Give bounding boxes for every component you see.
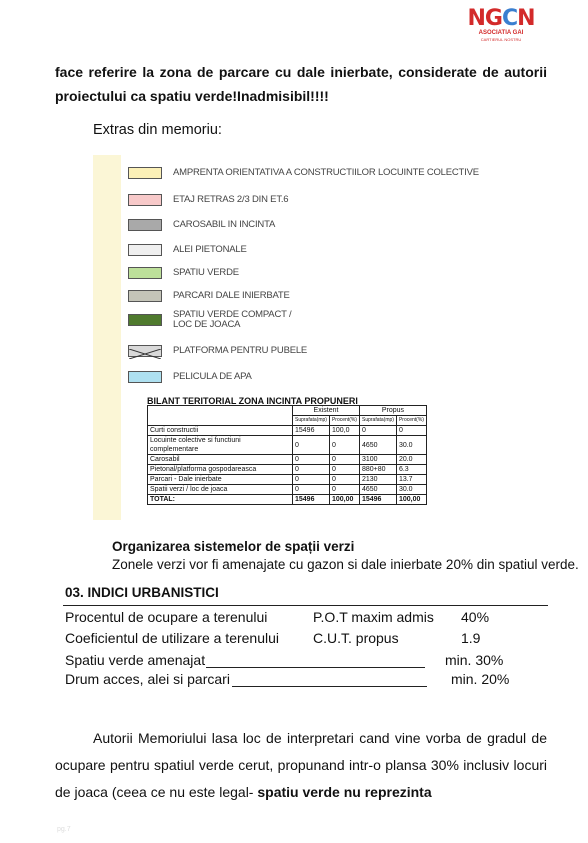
legend-item — [128, 218, 275, 232]
legend-label: SPATIU VERDE — [173, 267, 239, 278]
logo — [466, 8, 536, 42]
header-propus: Propus — [359, 406, 426, 416]
indici-rule — [63, 605, 548, 606]
total-value: 100,00 — [329, 495, 359, 505]
cell-value: 30.0 — [396, 485, 426, 495]
legend-item — [128, 344, 307, 358]
total-value: 100,00 — [396, 495, 426, 505]
cell-value: 0 — [329, 455, 359, 465]
table-row — [148, 455, 427, 465]
cell-value: 100,0 — [329, 426, 359, 436]
legend-label: PELICULA DE APA — [173, 371, 252, 382]
table-row — [148, 426, 427, 436]
bottom-text-bold: spatiu verde nu reprezinta — [257, 784, 432, 800]
legend-label: PLATFORMA PENTRU PUBELE — [173, 345, 308, 356]
cell-value: 0 — [293, 485, 330, 495]
bottom-paragraph — [55, 725, 547, 806]
fill-line — [206, 667, 425, 668]
organizare-text: Zonele verzi vor fi amenajate cu gazon si dale inierbate 20% din spatiul verde. — [112, 557, 579, 572]
bilant-title: BILANT TERITORIAL ZONA INCINTA PROPUNERI — [147, 396, 358, 406]
cell-value: 0 — [293, 465, 330, 475]
legend-label: ETAJ RETRAS 2/3 DIN ET.6 — [173, 194, 289, 205]
pot-value: 40% — [461, 609, 490, 625]
legend-swatch — [128, 219, 162, 231]
row-label: Locuinte colective si functiuni complementare — [148, 436, 293, 455]
logo-mark: NGCN — [467, 6, 535, 31]
row-label: Spatii verzi / loc de joaca — [148, 485, 293, 495]
legend-label: PARCARI DALE INIERBATE — [173, 290, 290, 301]
row-label: Carosabil — [148, 455, 293, 465]
spatiu-verde-label: Spatiu verde amenajat — [65, 652, 206, 668]
legend-swatch — [128, 371, 162, 383]
legend-item — [128, 309, 292, 330]
cell-value: 6.3 — [396, 465, 426, 475]
row-label: Pietonal/platforma gospodareasca — [148, 465, 293, 475]
legend-swatch — [128, 244, 162, 256]
drum-label: Drum acces, alei si parcari — [65, 671, 230, 687]
subheader: Procent(%) — [396, 416, 426, 426]
table-row — [148, 485, 427, 495]
page-number: pg.7 — [57, 826, 71, 833]
table-row — [148, 436, 427, 455]
map-strip — [93, 155, 121, 520]
legend-swatch — [128, 267, 162, 279]
cell-value: 0 — [396, 426, 426, 436]
cell-value: 880+80 — [359, 465, 396, 475]
legend-swatch — [128, 290, 162, 302]
extras-label: Extras din memoriu: — [93, 122, 222, 138]
legend-item — [128, 370, 252, 384]
cell-value: 2130 — [359, 475, 396, 485]
cell-value: 0 — [359, 426, 396, 436]
pot-name: P.O.T maxim admis — [313, 609, 434, 625]
bottom-text: Autorii Memoriului lasa loc de interpretari cand vine vorba de gradul de ocupare pentru spatiul verde cerut, propunand intr-o plansa 30% inclusiv locuri de joaca (ceea ce nu este legal- — [55, 730, 547, 800]
spatiu-verde-value: min. 30% — [445, 652, 504, 668]
fill-line — [232, 686, 427, 687]
cell-value: 4650 — [359, 436, 396, 455]
indici-title: 03. INDICI URBANISTICI — [65, 585, 219, 600]
legend-label: SPATIU VERDE COMPACT / LOC DE JOACA — [173, 309, 292, 330]
cell-value: 4650 — [359, 485, 396, 495]
total-label: TOTAL: — [148, 495, 293, 505]
legend-label: ALEI PIETONALE — [173, 244, 247, 255]
subheader: Procent(%) — [329, 416, 359, 426]
cell-value: 13.7 — [396, 475, 426, 485]
cut-value: 1.9 — [461, 630, 481, 646]
table-row — [148, 475, 427, 485]
pot-label: Procentul de ocupare a terenului — [65, 609, 268, 625]
cell-value: 30.0 — [396, 436, 426, 455]
legend-label: AMPRENTA ORIENTATIVA A CONSTRUCTIILOR LOCUINTE COLECTIVE — [173, 167, 479, 178]
legend-swatch — [128, 194, 162, 206]
cut-label: Coeficientul de utilizare a terenului — [65, 630, 280, 646]
subheader: Suprafata(mp) — [293, 416, 330, 426]
row-label: Parcari - Dale inierbate — [148, 475, 293, 485]
cell-value: 0 — [329, 465, 359, 475]
cut-name: C.U.T. propus — [313, 630, 399, 646]
logo-tagline: CARTIERUL NOSTRU — [480, 37, 522, 42]
bilant-table — [147, 405, 427, 505]
intro-paragraph: face referire la zona de parcare cu dale inierbate, considerate de autorii proiectului ca spatiu verde!Inadmisibil!!!! — [55, 64, 547, 104]
organizare-title: Organizarea sistemelor de spații verzi — [112, 539, 355, 554]
drum-value: min. 20% — [451, 671, 510, 687]
total-value: 15496 — [359, 495, 396, 505]
legend-item — [128, 166, 479, 180]
cell-value: 0 — [329, 485, 359, 495]
legend-label: CAROSABIL IN INCINTA — [173, 219, 276, 230]
total-value: 15496 — [293, 495, 330, 505]
header-existent: Existent — [293, 406, 360, 416]
legend-swatch — [128, 167, 162, 179]
legend-swatch — [128, 314, 162, 326]
legend-item — [128, 266, 239, 280]
cell-value: 0 — [329, 475, 359, 485]
cell-value: 0 — [293, 436, 330, 455]
table-row — [148, 465, 427, 475]
row-label: Curti constructii — [148, 426, 293, 436]
subheader: Suprafata(mp) — [359, 416, 396, 426]
legend-item — [128, 243, 247, 257]
cell-value: 3100 — [359, 455, 396, 465]
legend-item — [128, 289, 290, 303]
total-row — [148, 495, 427, 505]
logo-org-name: ASOCIATIA GAI — [478, 30, 524, 36]
cell-value: 20.0 — [396, 455, 426, 465]
cell-value: 0 — [329, 436, 359, 455]
cell-value: 15496 — [293, 426, 330, 436]
cell-value: 0 — [293, 455, 330, 465]
legend-item — [128, 193, 288, 207]
bilant-corner — [148, 406, 293, 426]
cell-value: 0 — [293, 475, 330, 485]
legend-swatch — [128, 345, 162, 357]
